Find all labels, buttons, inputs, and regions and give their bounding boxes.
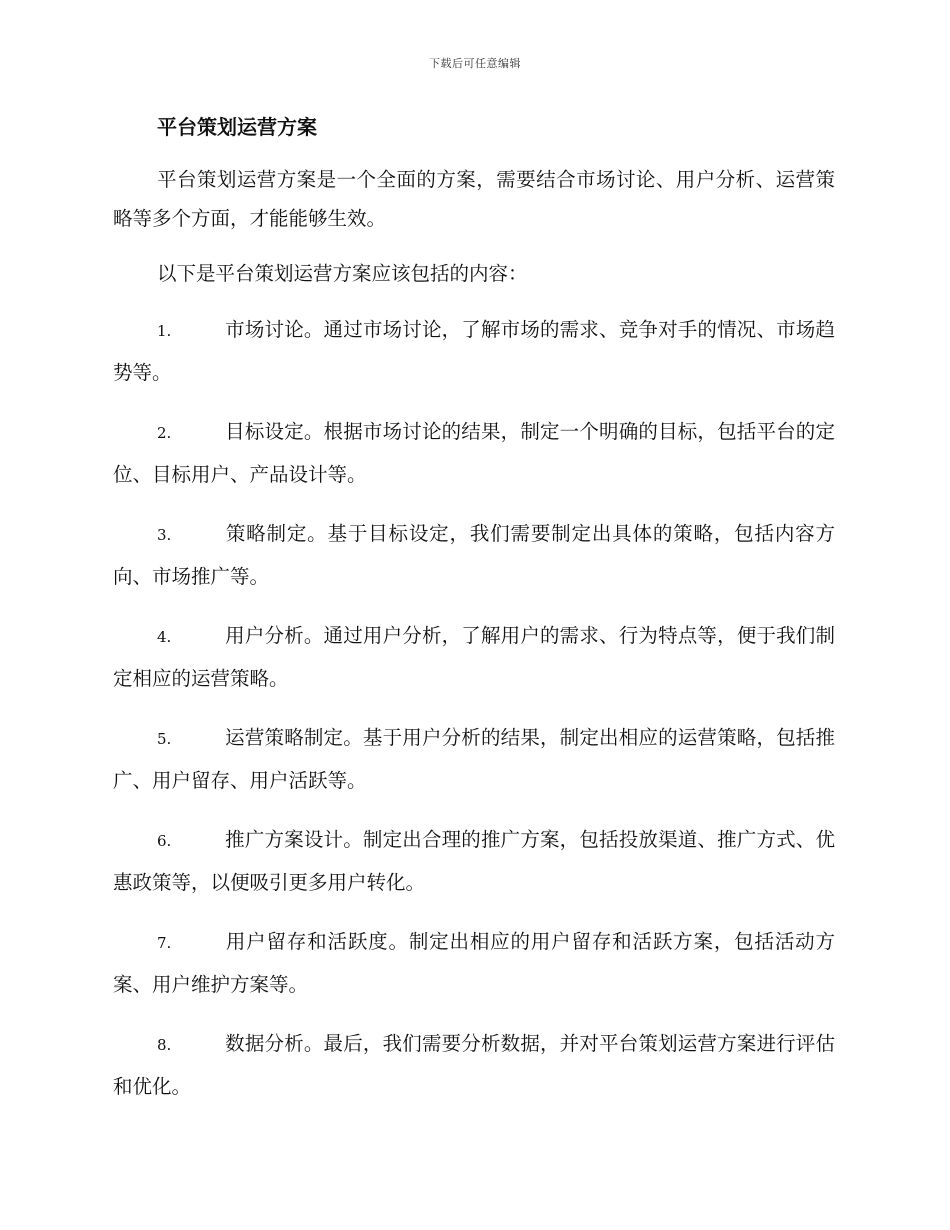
document-title: 平台策划运营方案 [157, 115, 317, 139]
list-item-number: 5. [157, 730, 172, 748]
list-item [113, 1023, 835, 1107]
content-list [113, 309, 835, 1107]
list-item-text: 策略制定。基于目标设定，我们需要制定出具体的策略，包括内容方向、市场推广等。 [113, 522, 835, 588]
list-item-number: 1. [157, 322, 172, 340]
document-body [113, 112, 835, 1125]
lead-paragraph: 以下是平台策划运营方案应该包括的内容： [157, 262, 528, 285]
list-item-number: 3. [157, 526, 172, 544]
list-item-text: 用户分析。通过用户分析，了解用户的需求、行为特点等，便于我们制定相应的运营策略。 [113, 624, 835, 690]
list-item-text: 推广方案设计。制定出合理的推广方案，包括投放渠道、推广方式、优惠政策等，以便吸引更多用户转化。 [113, 828, 835, 894]
list-item-number: 6. [157, 832, 172, 850]
list-item-text: 市场讨论。通过市场讨论，了解市场的需求、竞争对手的情况、市场趋势等。 [113, 318, 835, 384]
list-item [113, 921, 835, 1005]
list-item [113, 615, 835, 699]
list-item [113, 411, 835, 495]
list-item [113, 717, 835, 801]
list-item-number: 7. [157, 934, 172, 952]
list-item [113, 819, 835, 903]
header-note: 下载后可任意编辑 [429, 57, 521, 70]
list-item-number: 4. [157, 628, 172, 646]
list-item-text: 目标设定。根据市场讨论的结果，制定一个明确的目标，包括平台的定位、目标用户、产品设计等。 [113, 420, 835, 486]
list-item [113, 309, 835, 393]
list-item [113, 513, 835, 597]
list-item-text: 数据分析。最后，我们需要分析数据，并对平台策划运营方案进行评估和优化。 [113, 1032, 835, 1098]
list-item-number: 8. [157, 1036, 172, 1054]
intro-paragraph: 平台策划运营方案是一个全面的方案，需要结合市场讨论、用户分析、运营策略等多个方面，才能能够生效。 [113, 168, 835, 230]
list-item-number: 2. [157, 424, 172, 442]
list-item-text: 用户留存和活跃度。制定出相应的用户留存和活跃方案，包括活动方案、用户维护方案等。 [113, 930, 835, 996]
list-item-text: 运营策略制定。基于用户分析的结果，制定出相应的运营策略，包括推广、用户留存、用户活跃等。 [113, 726, 835, 792]
